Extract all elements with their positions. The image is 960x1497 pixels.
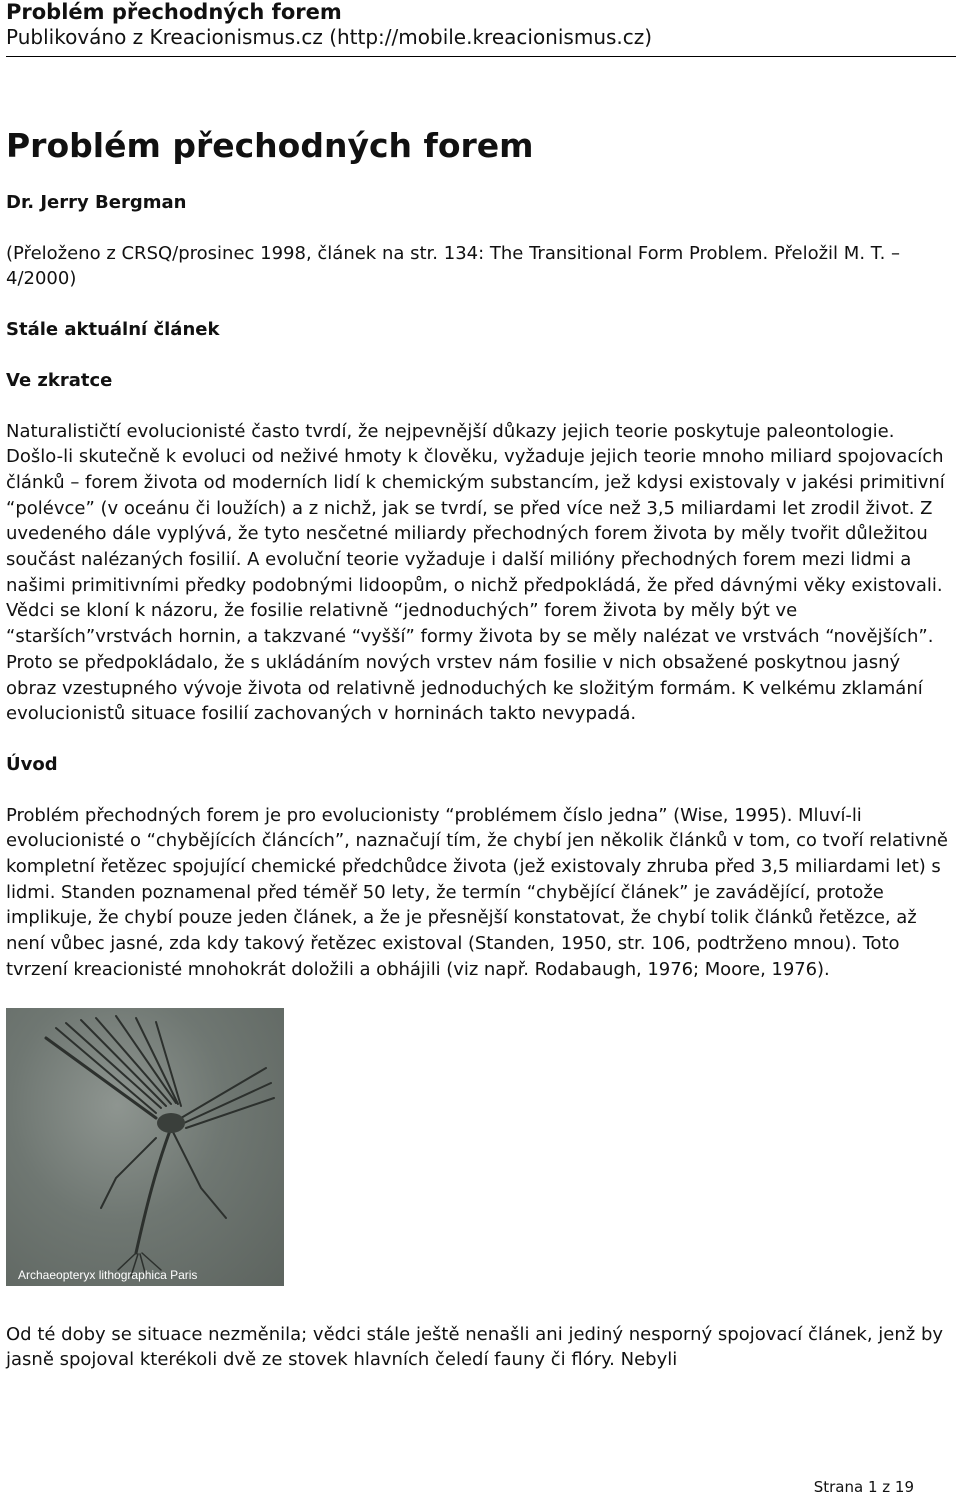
header-title: Problém přechodných forem: [6, 0, 342, 24]
article-author: Dr. Jerry Bergman: [6, 192, 187, 213]
figure-caption: Archaeopteryx lithographica Paris: [18, 1267, 198, 1282]
article: [6, 122, 956, 1398]
summary-paragraph: Naturalističtí evolucionisté často tvrdí, že nejpevnější důkazy jejich teorie poskytuje paleontologie. Došlo-li skutečně k evoluci od neživé hmoty k člověku, vyžaduje jejich teorie mnoho miliard spojovacích článků – forem života od moderních lidí k chemickým substancím, jež kdysi existovaly v jakési primitivní “polévce” (v oceánu či loužích) a z nichž, jak se tvrdí, se před více než 3,5 miliardami let zrodil život. Z uvedeného dále vyplývá, že tyto nesčetné miliardy přechodných forem života by měly tvořit důležitou součást nalézaných fosilií. A evoluční teorie vyžaduje i další milióny přechodných forem mezi lidmi a našimi primitivními předky podobnými lidoopům, o nichž předpokládá, že před dávnými věky existovali. Vědci se kloní k názoru, že fosilie relativně “jednoduchých” forem života by měly být ve “starších”vrstvách hornin, a takzvané “vyšší” formy života by se měly nalézat ve vrstvách “novějších”. Proto se předpokládalo, že s ukládáním nových vrstev nám fosilie v nich obsažené poskytnou jasný obraz vzestupného vývoje života od relativně jednoduchých ke složitým formám. K velkému zklamání evolucionistů situace fosilií zachovaných v horninách takto nevypadá.: [6, 420, 945, 725]
translation-note: (Přeloženo z CRSQ/prosinec 1998, článek na str. 134: The Transitional Form Problem. Přeložil M. T. – 4/2000): [6, 242, 901, 290]
closing-paragraph: Od té doby se situace nezměnila; vědci stále ještě nenašli ani jediný nesporný spojovací článek, jenž by jasně spojoval kterékoli dvě ze stovek hlavních čeledí fauny či flóry. Nebyli: [6, 1323, 944, 1371]
page-number: Strana 1 z 19: [813, 1478, 914, 1496]
archaeopteryx-fossil-image: [6, 1008, 284, 1286]
summary-heading: Ve zkratce: [6, 369, 113, 391]
fossil-drawing: [6, 1008, 284, 1286]
page-header: [6, 0, 956, 57]
header-source-link[interactable]: Publikováno z Kreacionismus.cz (http://mobile.kreacionismus.cz): [6, 25, 653, 49]
intro-heading: Úvod: [6, 753, 58, 775]
intro-paragraph: Problém přechodných forem je pro evolucionisty “problémem číslo jedna” (Wise, 1995). Mluví-li evolucionisté o “chybějících článcích”, naznačují tím, že chybí jen několik článků v tom, co tvoří relativně kompletní řetězec spojující chemické předchůdce života (jež existovaly zhruba před 3,5 miliardami let) s lidmi. Standen poznamenal před téměř 50 lety, že termín “chybějící článek” je zavádějící, protože implikuje, že chybí pouze jeden článek, a že je přesnější konstatovat, že chybí tolik článků řetězce, až není vůbec jasné, zda kdy takový řetězec existoval (Standen, 1950, str. 106, podtrženo mnou). Toto tvrzení kreacionisté mnohokrát doložili a obhájili (viz např. Rodabaugh, 1976; Moore, 1976).: [6, 804, 948, 980]
article-title: Problém přechodných forem: [6, 126, 534, 165]
tagline: Stále aktuální článek: [6, 319, 220, 341]
